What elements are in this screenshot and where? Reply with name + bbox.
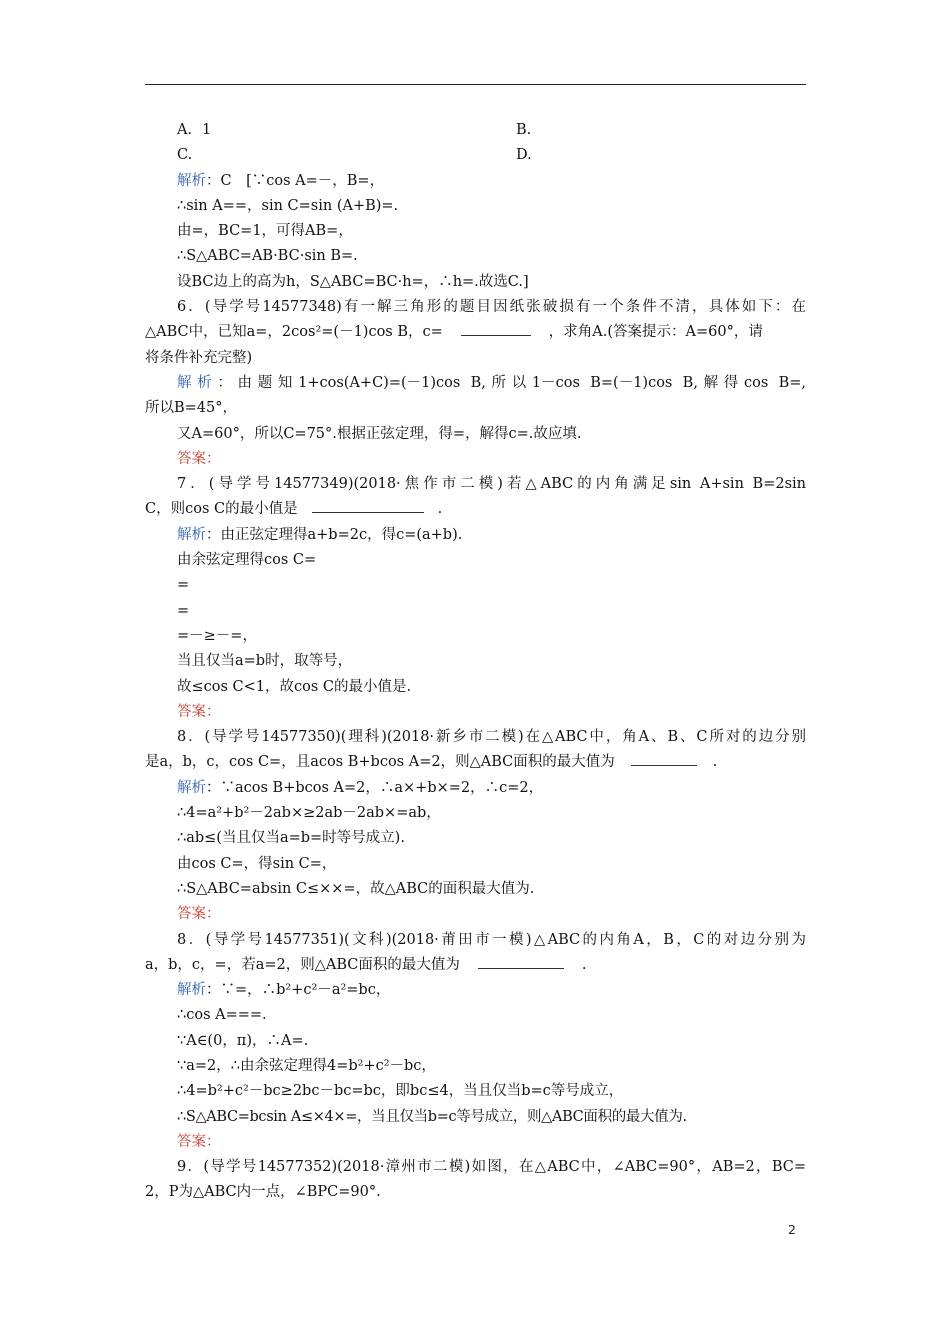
q6-stem-line: △ABC中，已知a=，2cos²=(－1)cos B，c= ，求角A.(答案提示：A=60°，请: [145, 320, 806, 345]
q8b-answer-label: 答案：: [177, 1133, 221, 1150]
q5-option-b: B.: [516, 122, 532, 138]
q5-solution-line: ∴S△ABC=AB·BC·sin B=.: [177, 248, 358, 265]
q5-options-cd: [145, 143, 806, 168]
solution-label: 解析: [177, 374, 218, 391]
q5-option-c: C.: [177, 147, 193, 164]
q8a-answer-label: 答案：: [177, 906, 221, 923]
q8b-solution-line: ∵a=2，∴由余弦定理得4=b²+c²－bc，: [177, 1057, 436, 1074]
answer-blank: [461, 321, 531, 337]
q6-solution-line: 又A=60°，所以C=75°.根据正弦定理，得=，解得c=.故应填.: [177, 425, 582, 442]
q8a-solution-line: ∴ab≤(当且仅当a=b=时等号成立).: [177, 830, 405, 847]
q8a-solution-line: 解析：∵acos B+bcos A=2，∴a×+b×=2，∴c=2，: [177, 779, 544, 796]
answer-blank: [312, 498, 424, 514]
q7-stem-line: C，则cos C的最小值是 .: [145, 497, 806, 522]
q8b-solution-line: ∴S△ABC=bcsin A≤×4×=，当且仅当b=c等号成立，则△ABC面积的最大值为.: [177, 1108, 687, 1125]
q8a-solution-line: ∴4=a²+b²－2ab×≥2ab－2ab×=ab，: [177, 805, 441, 822]
q6-stem-line: 6．(导学号14577348)有一解三角形的题目因纸张破损有一个条件不清，具体如下：在: [177, 299, 806, 316]
q7-solution-line: 由余弦定理得cos C=: [177, 552, 317, 569]
q8a-solution-line: 由cos C=，得sin C=，: [177, 855, 337, 872]
q7-solution-line: 当且仅当a=b时，取等号，: [177, 653, 353, 670]
q8b-solution-line: ∴cos A===.: [177, 1007, 267, 1024]
q8a-solution-line: ∴S△ABC=absin C≤××=，故△ABC的面积最大值为.: [177, 880, 535, 897]
page-content: [145, 118, 806, 1206]
q8b-stem-line: 8．(导学号14577351)(文科)(2018·莆田市一模)△ABC的内角A，B，C的对边分别为: [177, 931, 806, 948]
solution-label: 解析: [177, 526, 206, 543]
solution-label: 解析: [177, 982, 206, 999]
q7-solution-line: =－≥－=，: [177, 627, 257, 644]
header-rule: [145, 84, 806, 85]
q8b-solution-line: 解析：∵=，∴b²+c²－a²=bc，: [177, 982, 391, 999]
q5-solution-line: 由=，BC=1，可得AB=，: [177, 223, 353, 240]
answer-blank: [631, 751, 697, 767]
solution-label: 解析: [177, 779, 206, 796]
q7-stem-line: 7．(导学号14577349)(2018·焦作市二模)若△ABC的内角满足sin A+sin B=2sin: [177, 476, 806, 493]
q7-solution-line: 故≤cos C<1，故cos C的最小值是.: [177, 678, 412, 695]
q5-options-ab: [145, 118, 806, 143]
q8a-stem-line: 8．(导学号14577350)(理科)(2018·新乡市二模)在△ABC中，角A、B、C所对的边分别: [177, 729, 806, 746]
q9-stem-line: 2，P为△ABC内一点，∠BPC=90°.: [145, 1184, 381, 1201]
q7-solution-line: 解析：由正弦定理得a+b=2c，得c=(a+b).: [177, 526, 463, 543]
q6-answer-label: 答案：: [177, 450, 221, 467]
solution-label: 解析: [177, 172, 206, 189]
q6-solution-line: 所以B=45°，: [145, 400, 238, 417]
q5-option-a: A．1: [177, 122, 212, 138]
q8b-solution-line: ∴4=b²+c²－bc≥2bc－bc=bc，即bc≤4，当且仅当b=c等号成立，: [177, 1083, 624, 1100]
q6-stem-line: 将条件补充完整): [145, 349, 253, 366]
q8a-stem-line: 是a，b，c，cos C=，且acos B+bcos A=2，则△ABC面积的最大值为 .: [145, 750, 806, 775]
q5-option-d: D.: [516, 147, 532, 164]
q5-solution-line: 设BC边上的高为h，S△ABC=BC·h=，∴h=.故选C.]: [177, 273, 529, 290]
q9-stem-line: 9．(导学号14577352)(2018·漳州市二模)如图，在△ABC中，∠ABC=90°，AB=2，BC=: [177, 1159, 806, 1176]
q7-solution-line: =: [177, 577, 190, 594]
q7-answer-label: 答案：: [177, 703, 221, 720]
answer-blank: [478, 953, 564, 969]
q6-solution-line: 解析：由题知1+cos(A+C)=(－1)cos B,所以1－cos B=(－1)cos B,解得cos B=,: [177, 374, 806, 391]
q5-solution-line: 解析：C [∵cos A=－，B=，: [177, 172, 385, 189]
q7-solution-line: =: [177, 602, 190, 619]
page-number: 2: [788, 1222, 796, 1237]
q5-solution-line: ∴sin A==，sin C=sin (A+B)=.: [177, 197, 399, 214]
q8b-stem-line: a，b，c，=，若a=2，则△ABC面积的最大值为 .: [145, 953, 806, 978]
q8b-solution-line: ∵A∈(0，π)，∴A=.: [177, 1032, 309, 1049]
